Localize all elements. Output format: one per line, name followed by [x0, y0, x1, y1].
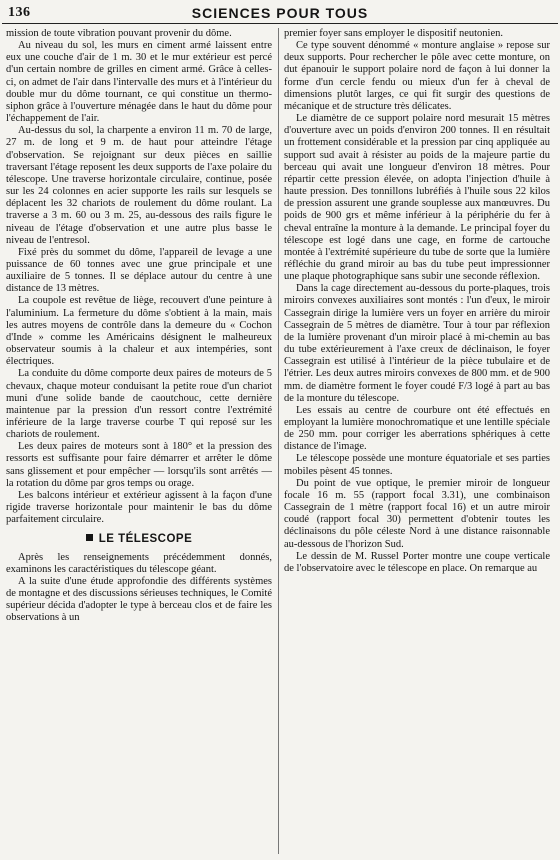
- paragraph: Le télescope possède une monture équatoriale et ses parties mobiles pèsent 45 tonnes.: [284, 453, 550, 477]
- paragraph: Au-dessus du sol, la charpente a environ 11 m. 70 de large, 27 m. de long et 9 m. de haut pour atteindre l'étage d'observation. Se rejoignant sur deux pièces en saillie traversant l'étage reposent les deux supports de l'axe polaire du télescope. Une traverse horizontale circulaire, continue, posée sur les 24 colonnes en acier supporte les rails sur lesquels se déplacent les 32 chariots de roulement du dôme roulant. La traverse a 3 m. 60 ou 3 m. 25, au-dessous des rails figure le niveau de l'étage d'observation et une autre plus basse le niveau de l'entresol.: [6, 125, 272, 246]
- right-column: [284, 28, 550, 856]
- paragraph: La conduite du dôme comporte deux paires de moteurs de 5 chevaux, chaque moteur conduisant la petite roue d'un chariot muni d'une solide bande de caoutchouc, cette dernière maintenue par la pression d'un ressort contre l'extrémité inférieure de la large traverse courbe T qui reposé sur les chariots de roulement.: [6, 368, 272, 441]
- paragraph: Le diamètre de ce support polaire nord mesurait 15 mètres d'ouverture avec un poids d'environ 200 tonnes. Il en résultait un frottement considérable et la pression par cinq appliquée au support sud avait à résister au poids de la majeure partie du berceau qui avait une longueur d'environ 18 mètres. Pour répartir cette pression élevée, on adopta l'injection d'huile à haute pression. Des tonnillons lubréfiés à l'huile sous 22 kilos de pression assurent une grande souplesse aux manœuvres. Du poids de 900 grs et même inférieur à la périphérie du fer à cheval entraîne la monture à la demande. Le principal foyer du télescope est logé dans une cage, en forme de cartouche montée à l'extrémité supérieure du tube de sorte que la lumière réfléchie du grand miroir au bas du tube peut impressionner une plaque photographique sans subir une seconde réflexion.: [284, 113, 550, 283]
- column-divider: [278, 28, 279, 854]
- paragraph: Les balcons intérieur et extérieur agissent à la façon d'une rigide traverse horizontale pour maintenir le bas du dôme parfaitement circulaire.: [6, 489, 272, 526]
- paragraph: Les deux paires de moteurs sont à 180° et la pression des ressorts est suffisante pour faire démarrer et arrêter le dôme sans glissement et pour empêcher — lorsqu'ils sont arrêtés — la rotation du dôme par gros temps ou orage.: [6, 441, 272, 489]
- paragraph: premier foyer sans employer le dispositif neutonien.: [284, 28, 503, 39]
- paragraph: Dans la cage directement au-dessous du porte-plaques, trois miroirs convexes auxiliaires sont montés : l'un d'eux, le miroir Cassegrain dirige la lumière vers un foyer en arrière du miroir Cassegrain de 5 mètres de diamètre. Tour à tour par réflexion de la lumière provenant d'un miroir placé à mi-chemin au bas du tube extérieurement à l'axe creux de déclinaison, le foyer Cassegrain est utilisé à l'intérieur de la pièce tubulaire et de l'étrier. Les deux autres miroirs convexes de 800 mm. et de 900 mm. de diamètre forment le foyer coudé F/3 logé à part au bas de la monture du télescope.: [284, 283, 550, 404]
- left-column: [6, 28, 272, 856]
- paragraph: La coupole est revêtue de liège, recouvert d'une peinture à l'aluminium. La fermeture du dôme s'obtient à la main, mais les autres moyens de contrôle dans la demeure du « Cochon d'Inde » comme les Américains désignent le malheureux observateur soumis à la chaleur et aux intempéries, sont électriques.: [6, 295, 272, 368]
- paragraph: Après les renseignements précédemment donnés, examinons les caractéristiques du télescope géant.: [6, 551, 272, 575]
- header-rule: [2, 23, 558, 24]
- running-title: SCIENCES POUR TOUS: [191, 5, 369, 21]
- paragraph: Les essais au centre de courbure ont été effectués en employant la lumière monochromatique et une lentille spéciale de 250 mm. pour corriger les aberrations sphériques à cette distance de l'image.: [284, 404, 550, 453]
- page-header: [4, 2, 556, 24]
- paragraph: Fixé près du sommet du dôme, l'appareil de levage a une puissance de 60 tonnes avec une grue principale et une auxiliaire de 5 tonnes. Il se déplace autour du centre à une distance de 13 mètres.: [6, 246, 272, 295]
- paragraph: Du point de vue optique, le premier miroir de longueur focale 16 m. 55 (rapport focal 3.31), une combinaison Cassegrain de 1 mètre (rapport focal 16) et un autre miroir coudé (rapport focal 30) permettent d'obtenir toutes les déclinaisons du pôle céleste Nord à une distance raisonnable au-dessous de l'horizon Sud.: [284, 477, 550, 550]
- square-bullet-icon: [86, 534, 93, 541]
- paragraph: Le dessin de M. Russel Porter montre une coupe verticale de l'observatoire avec le télescope en place. On remarque au: [284, 550, 550, 574]
- section-heading: [6, 533, 272, 545]
- section-heading-text: LE TÉLESCOPE: [98, 533, 193, 546]
- page-number: 136: [8, 5, 31, 20]
- paragraph: mission de toute vibration pouvant provenir du dôme.: [6, 28, 232, 39]
- paragraph: A la suite d'une étude approfondie des différents systèmes de montagne et des discussions sérieuses techniques, le Comité supérieur décida d'adopter le type à berceau clos et de faire les observations à un: [6, 575, 272, 624]
- paragraph: Au niveau du sol, les murs en ciment armé laissent entre eux une couche d'air de 1 m. 30 et le mur extérieur est percé d'un certain nombre de grilles en ciment armé. Grâce à celles-ci, on admet de l'air dans l'intervalle des murs et à l'intérieur du double mur du dôme tournant, ce qui constitue un thermo-siphon grâce à l'ouverture ménagée dans le haut du dôme pour l'échappement de l'air.: [6, 40, 272, 125]
- paragraph: Ce type souvent dénommé « monture anglaise » repose sur deux supports. Pour rechercher le pôle avec cette monture, on dut épanouir le support polaire nord de façon à lui donner la forme d'un cercle fendu ou mieux d'un fer à cheval de dimensions plutôt larges, ce qui fit surgir des questions de mécanique et de structure très délicates.: [284, 40, 550, 112]
